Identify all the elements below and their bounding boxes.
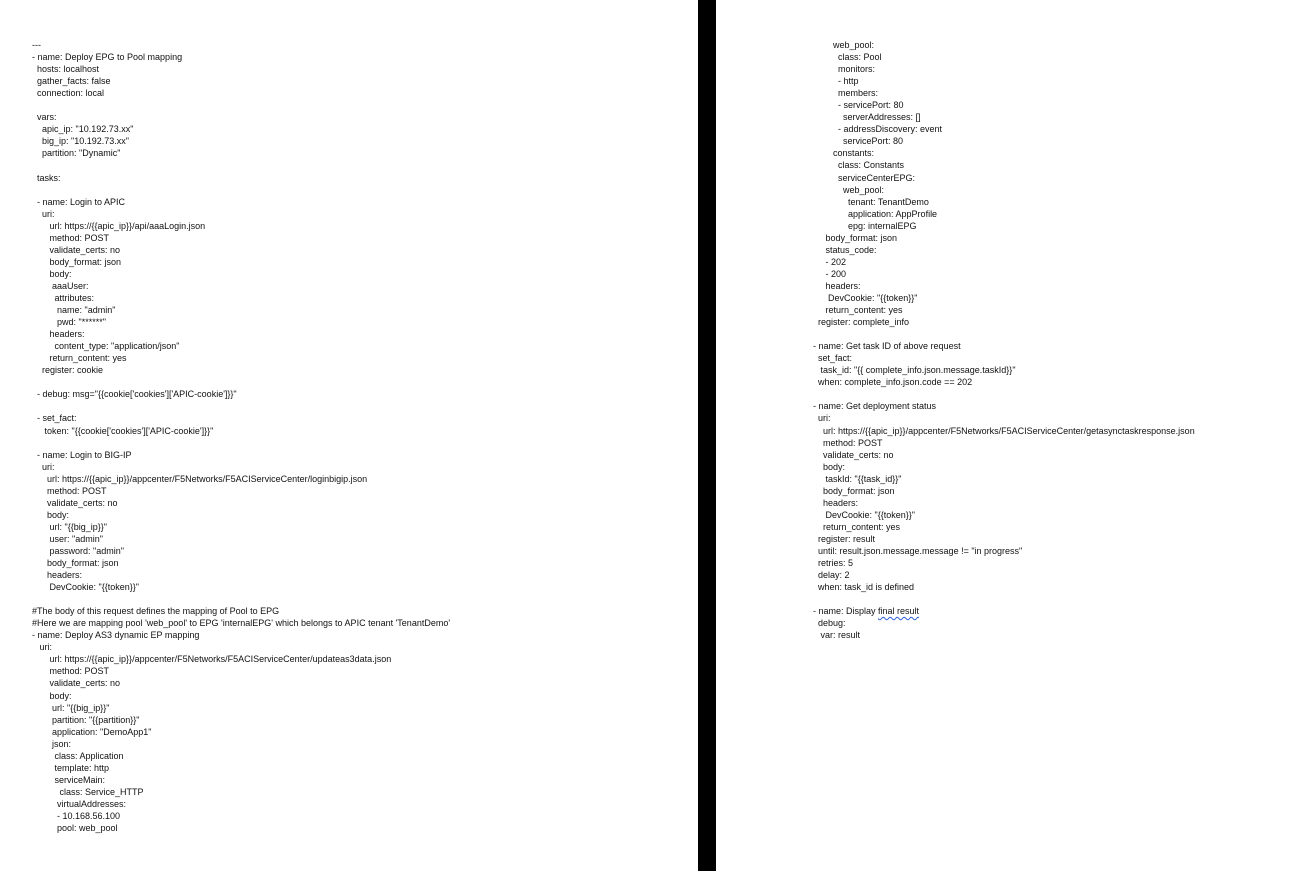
code-line: - name: Deploy AS3 dynamic EP mapping xyxy=(32,630,200,641)
code-line: pool: web_pool xyxy=(32,823,118,834)
code-line: headers: xyxy=(808,497,859,508)
code-line: DevCookie: "{{token}}" xyxy=(32,582,139,593)
code-line: set_fact: xyxy=(808,353,853,364)
code-line: - set_fact: xyxy=(32,413,77,424)
code-line xyxy=(808,388,1195,400)
code-line: return_content: yes xyxy=(808,521,901,532)
code-line: vars: xyxy=(32,112,57,123)
code-line: headers: xyxy=(808,280,861,291)
code-line: until: result.json.message.message != "in progress" xyxy=(808,545,1023,556)
code-line: monitors: xyxy=(808,64,876,75)
code-line: application: "DemoApp1" xyxy=(32,726,152,737)
code-line: servicePort: 80 xyxy=(808,136,904,147)
code-line: url: https://{{apic_ip}}/appcenter/F5Networks/F5ACIServiceCenter/loginbigip.json xyxy=(32,473,368,484)
code-line: - servicePort: 80 xyxy=(808,100,904,111)
code-line: - name: Display final result xyxy=(808,606,920,617)
code-line: body_format: json xyxy=(32,558,119,569)
yaml-playbook-right xyxy=(808,39,1195,641)
code-line: epg: internalEPG xyxy=(808,220,917,231)
code-line: uri: xyxy=(808,413,831,424)
code-line: delay: 2 xyxy=(808,570,850,581)
code-line xyxy=(32,593,450,605)
code-line: - 200 xyxy=(808,268,847,279)
yaml-playbook-left xyxy=(32,39,450,834)
code-line: attributes: xyxy=(32,292,95,303)
code-line xyxy=(32,99,450,111)
code-line: class: Service_HTTP xyxy=(32,786,144,797)
code-line: user: "admin" xyxy=(32,533,103,544)
code-line: uri: xyxy=(32,208,55,219)
code-line: validate_certs: no xyxy=(808,449,894,460)
code-line: body_format: json xyxy=(808,485,895,496)
code-line: - name: Get task ID of above request xyxy=(808,341,961,352)
code-line: url: https://{{apic_ip}}/appcenter/F5Networks/F5ACIServiceCenter/getasynctaskresponse.json xyxy=(808,425,1195,436)
code-line: - name: Login to BIG-IP xyxy=(32,449,132,460)
code-line: hosts: localhost xyxy=(32,64,100,75)
code-line: connection: local xyxy=(32,88,105,99)
code-line: status_code: xyxy=(808,244,877,255)
code-line: tenant: TenantDemo xyxy=(808,196,929,207)
code-line: debug: xyxy=(808,618,846,629)
code-line: url: "{{big_ip}}" xyxy=(32,521,107,532)
code-line: apic_ip: "10.192.73.xx" xyxy=(32,124,134,135)
code-line xyxy=(32,376,450,388)
document-page-right xyxy=(716,0,1314,871)
code-line: when: task_id is defined xyxy=(808,582,915,593)
code-line: members: xyxy=(808,88,879,99)
code-line: name: "admin" xyxy=(32,305,116,316)
spellcheck-underline: final result xyxy=(878,606,920,617)
code-line: body_format: json xyxy=(32,256,122,267)
code-line xyxy=(808,593,1195,605)
code-line: validate_certs: no xyxy=(32,497,118,508)
code-line: gather_facts: false xyxy=(32,76,111,87)
code-line: token: "{{cookie['cookies']['APIC-cookie']}}" xyxy=(32,425,214,436)
code-line: #The body of this request defines the mapping of Pool to EPG xyxy=(32,606,280,617)
code-line: partition: "Dynamic" xyxy=(32,148,121,159)
code-line: - name: Deploy EPG to Pool mapping xyxy=(32,52,183,63)
code-line: url: https://{{apic_ip}}/api/aaaLogin.json xyxy=(32,220,206,231)
code-line: tasks: xyxy=(32,172,61,183)
code-line: uri: xyxy=(32,461,55,472)
code-line: uri: xyxy=(32,642,53,653)
code-line: body: xyxy=(808,461,846,472)
code-line: retries: 5 xyxy=(808,558,854,569)
code-line: body: xyxy=(32,509,70,520)
code-line: when: complete_info.json.code == 202 xyxy=(808,377,973,388)
code-line: url: https://{{apic_ip}}/appcenter/F5Networks/F5ACIServiceCenter/updateas3data.json xyxy=(32,654,392,665)
code-line: json: xyxy=(32,738,72,749)
page-divider xyxy=(698,0,716,871)
code-line: taskId: "{{task_id}}" xyxy=(808,473,902,484)
code-line: return_content: yes xyxy=(808,305,903,316)
code-line xyxy=(32,400,450,412)
code-line: serviceMain: xyxy=(32,774,106,785)
code-line: application: AppProfile xyxy=(808,208,938,219)
code-line: DevCookie: "{{token}}" xyxy=(808,509,915,520)
code-line: register: complete_info xyxy=(808,317,910,328)
code-line: content_type: "application/json" xyxy=(32,341,180,352)
code-line: serviceCenterEPG: xyxy=(808,172,916,183)
code-line: register: result xyxy=(808,533,876,544)
code-line: - http xyxy=(808,76,859,87)
code-line: class: Pool xyxy=(808,52,882,63)
code-line: return_content: yes xyxy=(32,353,127,364)
code-line: partition: "{{partition}}" xyxy=(32,714,140,725)
code-line: validate_certs: no xyxy=(32,244,121,255)
code-line xyxy=(32,184,450,196)
code-line xyxy=(32,437,450,449)
code-line: var: result xyxy=(808,630,861,641)
code-line: password: "admin" xyxy=(32,545,124,556)
code-line: validate_certs: no xyxy=(32,678,121,689)
code-line: --- xyxy=(32,40,41,50)
code-line: - addressDiscovery: event xyxy=(808,124,943,135)
code-line: web_pool: xyxy=(808,40,875,50)
code-line: body_format: json xyxy=(808,232,898,243)
code-line: headers: xyxy=(32,570,83,581)
code-line: method: POST xyxy=(32,485,107,496)
code-line: big_ip: "10.192.73.xx" xyxy=(32,136,129,147)
code-line: url: "{{big_ip}}" xyxy=(32,702,110,713)
code-line: virtualAddresses: xyxy=(32,798,127,809)
code-line: pwd: "******" xyxy=(32,317,106,328)
code-line: body: xyxy=(32,268,72,279)
code-line: web_pool: xyxy=(808,184,885,195)
code-line: template: http xyxy=(32,762,110,773)
code-line: - debug: msg="{{cookie['cookies']['APIC-cookie']}}" xyxy=(32,389,237,400)
code-line: - 10.168.56.100 xyxy=(32,811,121,821)
code-line: body: xyxy=(32,690,72,701)
code-line: aaaUser: xyxy=(32,280,89,291)
code-line: class: Application xyxy=(32,750,124,761)
code-line: constants: xyxy=(808,148,875,159)
code-line xyxy=(32,159,450,171)
code-line: method: POST xyxy=(808,437,883,448)
code-line: - 202 xyxy=(808,256,847,267)
code-line: class: Constants xyxy=(808,160,905,171)
code-line: task_id: "{{ complete_info.json.message.taskId}}" xyxy=(808,365,1016,376)
code-line: #Here we are mapping pool 'web_pool' to EPG 'internalEPG' which belongs to APIC tenant 'TenantDemo' xyxy=(32,618,451,629)
code-line: - name: Get deployment status xyxy=(808,401,937,412)
code-line: headers: xyxy=(32,329,85,340)
code-line: register: cookie xyxy=(32,365,104,376)
code-line: DevCookie: "{{token}}" xyxy=(808,292,918,303)
code-line: method: POST xyxy=(32,666,110,677)
code-line: - name: Login to APIC xyxy=(32,196,126,207)
code-line: method: POST xyxy=(32,232,110,243)
code-line: serverAddresses: [] xyxy=(808,112,921,123)
code-line xyxy=(808,328,1195,340)
